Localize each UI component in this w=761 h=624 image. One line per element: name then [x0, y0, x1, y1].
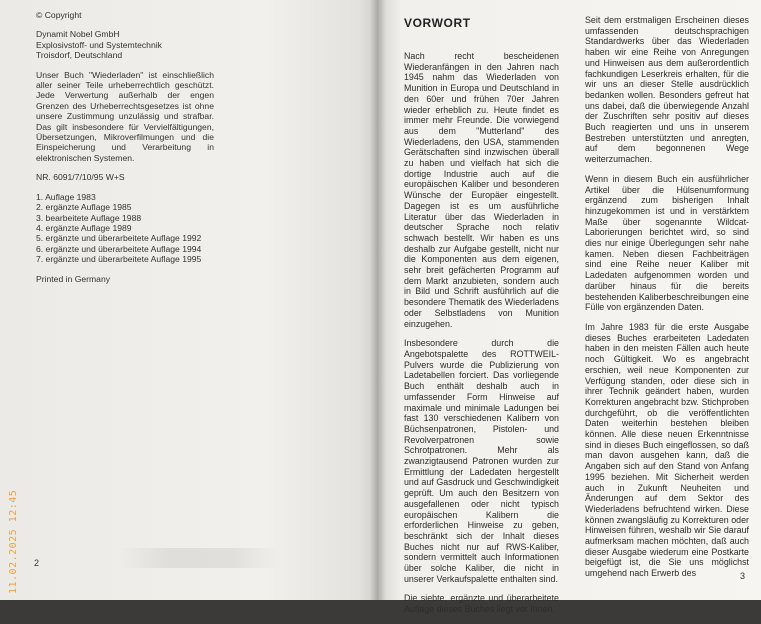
- imprint: [36, 10, 214, 293]
- publisher-block: [36, 29, 214, 60]
- print-number: NR. 6091/7/10/95 W+S: [36, 172, 125, 183]
- edition-item: 3. bearbeitete Auflage 1988: [36, 212, 142, 223]
- copyright-notice: © Copyright: [36, 10, 82, 20]
- paragraph: Die siebte, ergänzte und überarbeitete Auflage dieses Buches liegt vor Ihnen.: [404, 593, 559, 615]
- edition-list: [36, 192, 214, 265]
- publisher-line: Troisdorf, Deutschland: [36, 50, 123, 61]
- paragraph: Wenn in diesem Buch ein ausführlicher Artikel über die Hülsenumformung ergänzend zum bisherigen Inhalt hinzugekommen ist und in verstärktem Maße über sogenannte Wildcat-Laborierungen berichtet wird, so sind dies nur einige Überlegungen sehr nahe kamen. Neben diesen Fachbeiträgen sind eine Reihe neuer Kaliber mit Ladedaten aufgenommen worden und darüber hinaus für die bereits bestehenden Kaliberbeschreibungen eine Fülle von ergänzenden Daten.: [585, 173, 749, 313]
- page-number-right: 3: [740, 571, 746, 581]
- text-column-middle: [404, 51, 559, 624]
- edition-item: 4. ergänzte Auflage 1989: [36, 222, 132, 233]
- edition-item: 5. ergänzte und überarbeitete Auflage 1992: [36, 233, 202, 244]
- edition-item: 7. ergänzte und überarbeitete Auflage 1995: [36, 254, 202, 265]
- paragraph: Insbesondere durch die Angebotspalette des ROTTWEIL-Pulvers wurde die Publizierung von Ladetabellen forciert. Das vorliegende Buch enthält deshalb auch in umfassender Form Hinweise auf maximale und minimale Ladungen bei fast 130 verschiedenen Kalibern von Büchsenpatronen, Pistolen- und Revolverpatronen sowie Schrotpatronen. Mehr als zwanzigtausend Patronen wurden zur Ermittlung der Ladedaten hergestellt und auf Gasdruck und Geschwindigkeit geprüft. Um auch den Besitzern von ausgefallenen oder nicht typisch europäischen Kalibern die erforderlichen Hinweise zu geben, beschränkt sich der Inhalt dieses Buches nicht nur auf RWS-Kaliber, sondern vermittelt auch Informationen über solche Kaliber, die nicht in unserer Verkaufspalette enthalten sind.: [404, 338, 559, 584]
- edition-item: 2. ergänzte Auflage 1985: [36, 202, 132, 213]
- date-stamp: [6, 482, 20, 594]
- book-gutter: [370, 0, 386, 600]
- edition-item: 6. ergänzte und überarbeitete Auflage 1994: [36, 243, 202, 254]
- left-page: [0, 0, 378, 600]
- printed-in: Printed in Germany: [36, 273, 111, 284]
- text-column-right: [585, 15, 749, 579]
- page-heading: VORWORT: [404, 16, 471, 30]
- paragraph: Seit dem erstmaligen Erscheinen dieses umfassenden deutschsprachigen Standardwerks über das Wiederladen haben wir eine Reihe von Anregungen und Hinweisen aus dem außerordentlich fachkundigen Leserkreis erhalten, für die wir uns an dieser Stelle ausdrücklich bedanken wollen. Besonders gefreut hat uns dabei, daß die überwiegende Anzahl der Zuschriften sehr positiv auf dieses Buch reagierten und uns in unserem Bestreben unterstützten und anregten, auf dem begonnenen Wege weiterzumachen.: [585, 15, 749, 165]
- paragraph: Nach recht bescheidenen Wiederanfängen in den Jahren nach 1945 nahm das Wiederladen von Munition in Europa und Deutschland in den 60er und frühen 70er Jahren wieder erheblich zu. Heute findet es immer mehr Freunde. Die vorwiegend aus dem "Mutterland" des Wiederladens, den USA, stammenden Gerätschaften sind inzwischen überall zu haben und vielfach hat sich die dortige Industrie auch auf die europäischen Kaliber und besonderen Wünsche der Europäer eingestellt. Dagegen ist es um ausführliche Literatur über das Wiederladen in deutscher Sprache noch relativ schwach bestellt. Wir haben es uns deshalb zur Aufgabe gestellt, nicht nur die Komponenten aus dem eigenen, sehr breit gefächerten Programm auf dem Markt anzubieten, sondern auch in Bild und Schrift ausführlich auf die besondere Thematik des Wiederladens oder Selbstladens von Munition einzugehen.: [404, 51, 559, 329]
- edition-item: 1. Auflage 1983: [36, 191, 96, 202]
- show-through-shadow: [120, 548, 280, 568]
- publisher-line: Explosivstoff- und Systemtechnik: [36, 39, 162, 50]
- publisher-line: Dynamit Nobel GmbH: [36, 29, 120, 40]
- page-number-left: 2: [34, 558, 40, 568]
- rights-notice: Unser Buch "Wiederladen" ist einschließlich aller seiner Teile urheberrechtlich geschützt. Jede Verwertung außerhalb der engen Grenzen des Urheberrechtsgesetzes ist ohne unsere Zustimmung unzulässig und strafbar. Das gilt insbesondere für Vervielfältigungen, Übersetzungen, Mikroverfilmungen und die Einspeicherung und Verarbeitung in elektronischen Systemen.: [36, 69, 214, 163]
- paragraph: Im Jahre 1983 für die erste Ausgabe dieses Buches erarbeiteten Ladedaten haben in den meisten Fällen auch heute noch Gültigkeit. Wo es angebracht erschien, weil neue Komponenten zur Verfügung standen, oder diese sich in ihrer Technik geändert haben, wurden Korrekturen angebracht bzw. Stichproben durchgeführt, ob die veröffentlichten Daten weiterhin bestehen bleiben können. Alle diese neuen Erkenntnisse sind in dieses Buch eingeflossen, so daß man davon ausgehen kann, daß die Angaben sich auf den Stand von Anfang 1995 beziehen. Mit Sicherheit werden auch in Zukunft Neuheiten und Änderungen auf dem Sektor des Wiederladens befruchtend wirken. Diese können zwangsläufig zu Korrekturen oder Hinweisen führen, weshalb wir Sie darauf aufmerksam machen möchten, daß auch dieser Ausgabe wiederum eine Postkarte beigefügt ist, die Sie uns möglichst umgehend nach Erwerb des: [585, 321, 749, 579]
- date-stamp-text: 11.02.2025 12:45: [8, 489, 19, 594]
